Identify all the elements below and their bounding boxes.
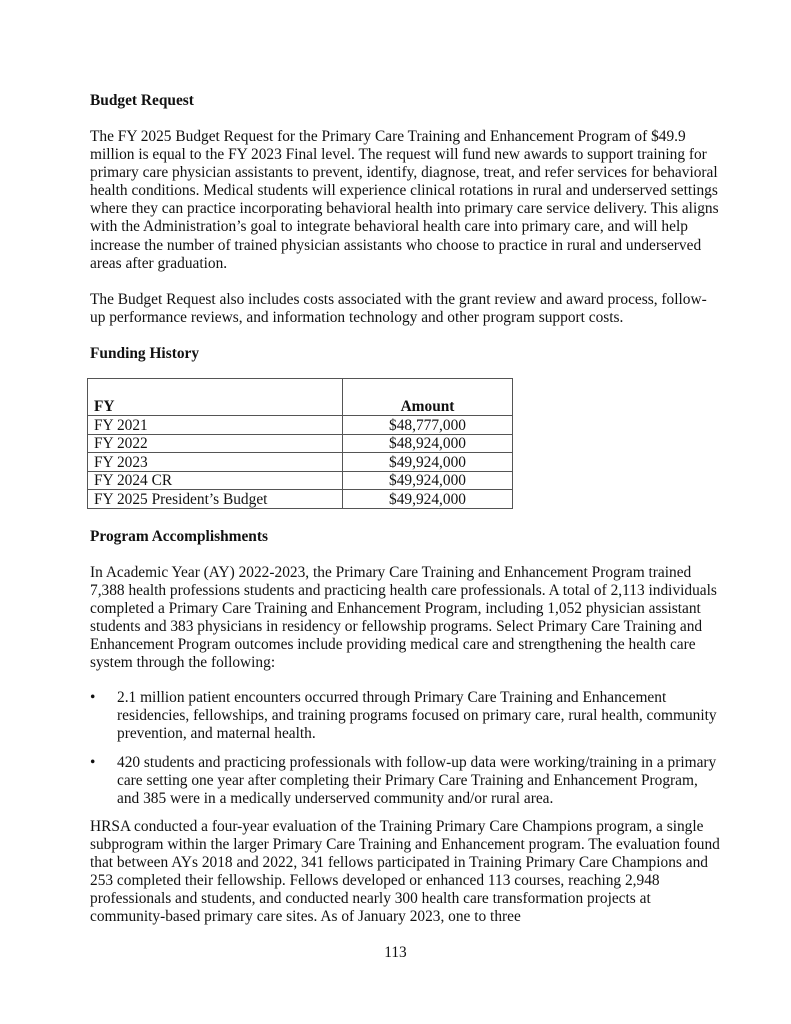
funding-history-table: [87, 378, 513, 509]
table-row: [88, 434, 513, 453]
fy-cell: FY 2021: [88, 416, 343, 435]
fy-cell: FY 2022: [88, 434, 343, 453]
fy-cell: FY 2024 CR: [88, 471, 343, 490]
funding-history-heading: Funding History: [90, 345, 200, 362]
budget-request-paragraph-1: The FY 2025 Budget Request for the Primary Care Training and Enhancement Program of $49.9 million is equal to the FY 2023 Final level. The request will fund new awards to support training for primary care physician assistants to prevent, identify, diagnose, treat, and refer services for behavioral health conditions. Medical students will experience clinical rotations in rural and underserved settings where they can practice incorporating behavioral health into primary care service delivery. This aligns with the Administration’s goal to integrate behavioral health care into primary care, and will help increase the number of trained physician assistants who choose to practice in rural and underserved areas after graduation.: [90, 128, 719, 272]
table-header-row: [88, 379, 513, 416]
table-row: [88, 490, 513, 509]
column-header-amount: Amount: [343, 379, 513, 416]
budget-request-paragraph-2: The Budget Request also includes costs associated with the grant review and award process, follow-up performance reviews, and information technology and other program support costs.: [90, 291, 707, 327]
column-header-fy: FY: [88, 379, 343, 416]
page-number: 113: [384, 944, 407, 961]
evaluation-paragraph: HRSA conducted a four-year evaluation of the Training Primary Care Champions program, a single subprogram within the larger Primary Care Training and Enhancement program. The evaluation found that between AYs 2018 and 2022, 341 fellows participated in Training Primary Care Champions and 253 completed their fellowship. Fellows developed or enhanced 113 courses, reaching 2,948 professionals and students, and conducted nearly 300 health care transformation projects at community-based primary care sites. As of January 2023, one to three: [90, 818, 720, 926]
fy-cell: FY 2025 President’s Budget: [88, 490, 343, 509]
amount-cell: $49,924,000: [343, 471, 513, 490]
bullet-icon: •: [90, 689, 96, 706]
amount-cell: $49,924,000: [343, 490, 513, 509]
budget-request-heading: Budget Request: [90, 92, 194, 109]
accomplishments-intro-paragraph: In Academic Year (AY) 2022-2023, the Primary Care Training and Enhancement Program trained 7,388 health professions students and practicing health care professionals. A total of 2,113 individuals completed a Primary Care Training and Enhancement Program, including 1,052 physician assistant students and 383 physicians in residency or fellowship programs. Select Primary Care Training and Enhancement Program outcomes include providing medical care and strengthening the health care system through the following:: [90, 564, 717, 672]
table-row: [88, 453, 513, 472]
fy-cell: FY 2023: [88, 453, 343, 472]
amount-cell: $48,777,000: [343, 416, 513, 435]
bullet-icon: •: [90, 754, 96, 772]
accomplishments-bullet-list: [90, 689, 720, 820]
table-row: [88, 416, 513, 435]
list-item-text: 2.1 million patient encounters occurred through Primary Care Training and Enhancement residencies, fellowships, and training programs focused on primary care, rural health, community prevention, and maternal health.: [117, 689, 717, 743]
table-row: [88, 471, 513, 490]
amount-cell: $49,924,000: [343, 453, 513, 472]
list-item: [90, 754, 720, 808]
list-item-text: 420 students and practicing professionals with follow-up data were working/training in a primary care setting one year after completing their Primary Care Training and Enhancement Program, and 385 were in a medically underserved community and/or rural area.: [117, 754, 717, 808]
amount-cell: $48,924,000: [343, 434, 513, 453]
program-accomplishments-heading: Program Accomplishments: [90, 528, 268, 545]
list-item: [90, 689, 720, 743]
